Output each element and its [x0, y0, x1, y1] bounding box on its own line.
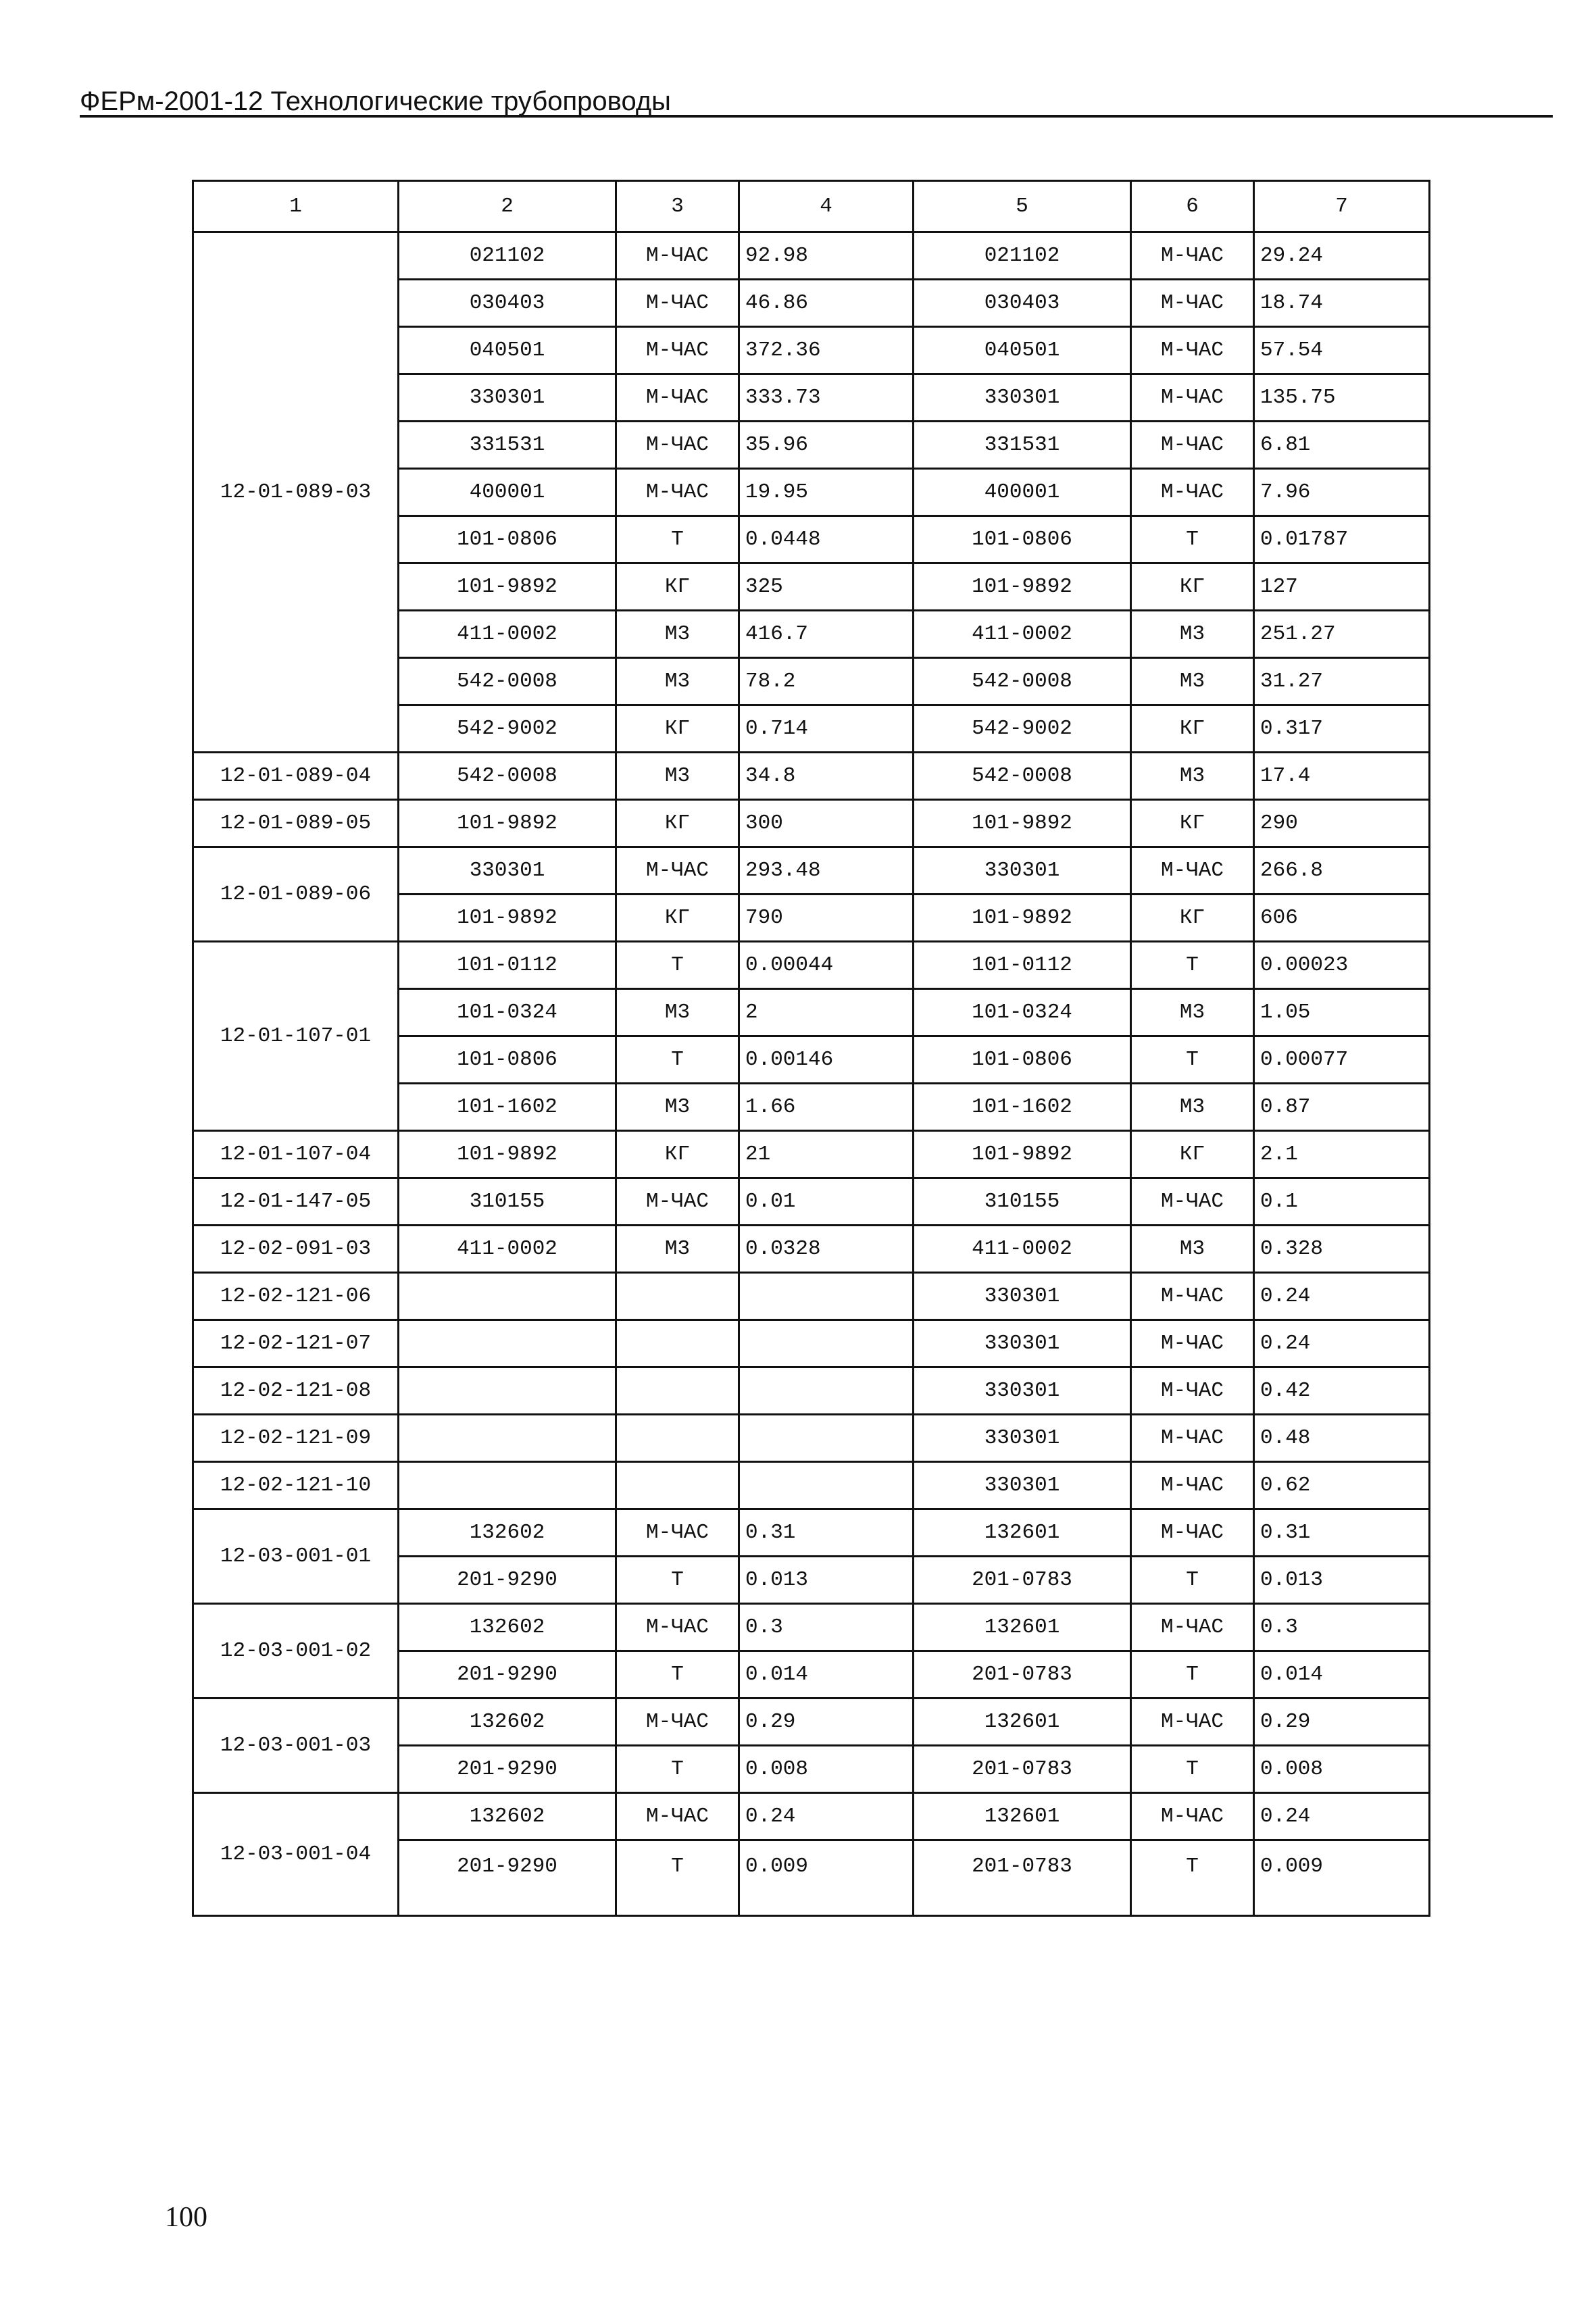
resource-code-cell: 201-9290 — [399, 1840, 616, 1916]
rate-code-cell: 12-02-121-09 — [193, 1415, 399, 1462]
resource-code-cell: 542-0008 — [914, 753, 1131, 800]
unit-cell: М-ЧАС — [616, 422, 739, 469]
unit-cell: М-ЧАС — [1131, 232, 1254, 280]
quantity-cell: 46.86 — [739, 280, 914, 327]
unit-cell: М3 — [616, 753, 739, 800]
column-header: 7 — [1254, 181, 1430, 232]
resource-code-cell: 310155 — [914, 1178, 1131, 1226]
resource-code-cell: 310155 — [399, 1178, 616, 1226]
quantity-cell — [739, 1367, 914, 1415]
quantity-cell: 0.013 — [739, 1557, 914, 1604]
unit-cell: М-ЧАС — [616, 1699, 739, 1746]
quantity-cell: 0.013 — [1254, 1557, 1430, 1604]
table-row — [193, 1226, 1430, 1273]
unit-cell: М-ЧАС — [616, 232, 739, 280]
column-header: 1 — [193, 181, 399, 232]
resource-code-cell: 330301 — [399, 374, 616, 422]
quantity-cell — [739, 1415, 914, 1462]
table-row — [193, 942, 1430, 989]
resource-code-cell: 400001 — [914, 469, 1131, 516]
unit-cell: М3 — [616, 1226, 739, 1273]
resource-code-cell: 201-9290 — [399, 1746, 616, 1793]
page-number: 100 — [165, 2202, 207, 2233]
column-header: 6 — [1131, 181, 1254, 232]
unit-cell: КГ — [1131, 705, 1254, 753]
unit-cell: М-ЧАС — [1131, 469, 1254, 516]
quantity-cell: 0.01787 — [1254, 516, 1430, 563]
quantity-cell: 31.27 — [1254, 658, 1430, 705]
resource-code-cell: 542-9002 — [399, 705, 616, 753]
unit-cell: Т — [616, 942, 739, 989]
unit-cell: М-ЧАС — [1131, 422, 1254, 469]
quantity-cell: 127 — [1254, 563, 1430, 611]
unit-cell: Т — [616, 1746, 739, 1793]
quantity-cell: 34.8 — [739, 753, 914, 800]
quantity-cell: 0.714 — [739, 705, 914, 753]
resource-code-cell: 132602 — [399, 1793, 616, 1840]
resource-code-cell: 330301 — [399, 847, 616, 895]
unit-cell: М-ЧАС — [1131, 280, 1254, 327]
unit-cell: М-ЧАС — [1131, 1509, 1254, 1557]
unit-cell: Т — [1131, 942, 1254, 989]
resource-code-cell: 132601 — [914, 1509, 1131, 1557]
resource-code-cell: 330301 — [914, 1320, 1131, 1367]
resource-code-cell: 330301 — [914, 1273, 1131, 1320]
resource-code-cell: 101-9892 — [399, 563, 616, 611]
rate-code-cell: 12-01-147-05 — [193, 1178, 399, 1226]
unit-cell: Т — [1131, 1651, 1254, 1699]
unit-cell: Т — [616, 516, 739, 563]
unit-cell: М-ЧАС — [616, 469, 739, 516]
quantity-cell — [739, 1462, 914, 1509]
resource-code-cell — [399, 1367, 616, 1415]
quantity-cell: 78.2 — [739, 658, 914, 705]
quantity-cell: 0.87 — [1254, 1084, 1430, 1131]
unit-cell: КГ — [616, 800, 739, 847]
table-row — [193, 800, 1430, 847]
table-row — [193, 1178, 1430, 1226]
unit-cell: Т — [616, 1651, 739, 1699]
unit-cell: М-ЧАС — [1131, 1320, 1254, 1367]
resource-code-cell: 330301 — [914, 374, 1131, 422]
quantity-cell: 0.00023 — [1254, 942, 1430, 989]
quantity-cell: 18.74 — [1254, 280, 1430, 327]
resource-code-cell — [399, 1462, 616, 1509]
unit-cell: Т — [616, 1557, 739, 1604]
quantity-cell: 6.81 — [1254, 422, 1430, 469]
unit-cell: КГ — [616, 1131, 739, 1178]
column-header: 5 — [914, 181, 1131, 232]
resource-code-cell: 132602 — [399, 1509, 616, 1557]
quantity-cell: 7.96 — [1254, 469, 1430, 516]
unit-cell — [616, 1320, 739, 1367]
quantity-cell: 0.009 — [1254, 1840, 1430, 1916]
table-row — [193, 1131, 1430, 1178]
resource-code-cell: 021102 — [399, 232, 616, 280]
resource-code-cell — [399, 1320, 616, 1367]
resource-table — [192, 180, 1430, 1917]
quantity-cell: 0.01 — [739, 1178, 914, 1226]
quantity-cell: 0.328 — [1254, 1226, 1430, 1273]
unit-cell: КГ — [616, 563, 739, 611]
rate-code-cell: 12-03-001-04 — [193, 1793, 399, 1916]
rate-code-cell: 12-01-107-01 — [193, 942, 399, 1131]
quantity-cell: 0.0448 — [739, 516, 914, 563]
table-body — [193, 232, 1430, 1916]
resource-code-cell: 411-0002 — [914, 611, 1131, 658]
resource-code-cell: 542-0008 — [399, 658, 616, 705]
unit-cell: М-ЧАС — [1131, 1273, 1254, 1320]
unit-cell — [616, 1462, 739, 1509]
quantity-cell: 0.00077 — [1254, 1036, 1430, 1084]
resource-code-cell: 201-9290 — [399, 1651, 616, 1699]
resource-code-cell: 101-9892 — [914, 563, 1131, 611]
column-header: 4 — [739, 181, 914, 232]
resource-code-cell: 132602 — [399, 1699, 616, 1746]
resource-code-cell: 040501 — [399, 327, 616, 374]
resource-code-cell: 040501 — [914, 327, 1131, 374]
quantity-cell: 0.317 — [1254, 705, 1430, 753]
unit-cell: М-ЧАС — [616, 847, 739, 895]
unit-cell: КГ — [616, 705, 739, 753]
resource-code-cell: 101-9892 — [914, 895, 1131, 942]
column-header: 2 — [399, 181, 616, 232]
rate-code-cell: 12-02-091-03 — [193, 1226, 399, 1273]
resource-code-cell: 101-0112 — [399, 942, 616, 989]
quantity-cell: 1.66 — [739, 1084, 914, 1131]
unit-cell: М3 — [1131, 658, 1254, 705]
quantity-cell: 0.00146 — [739, 1036, 914, 1084]
table-row — [193, 1699, 1430, 1746]
unit-cell: М3 — [1131, 1084, 1254, 1131]
quantity-cell: 0.62 — [1254, 1462, 1430, 1509]
resource-code-cell: 101-0806 — [914, 516, 1131, 563]
unit-cell — [616, 1415, 739, 1462]
resource-code-cell: 542-0008 — [399, 753, 616, 800]
page-header-title: ФЕРм-2001-12 Технологические трубопроводы — [80, 86, 671, 116]
quantity-cell: 0.0328 — [739, 1226, 914, 1273]
resource-code-cell: 101-0806 — [914, 1036, 1131, 1084]
quantity-cell: 0.24 — [739, 1793, 914, 1840]
rate-code-cell: 12-03-001-01 — [193, 1509, 399, 1604]
resource-code-cell: 030403 — [399, 280, 616, 327]
unit-cell: М-ЧАС — [1131, 374, 1254, 422]
quantity-cell: 251.27 — [1254, 611, 1430, 658]
quantity-cell: 266.8 — [1254, 847, 1430, 895]
unit-cell: М3 — [616, 1084, 739, 1131]
quantity-cell: 0.29 — [1254, 1699, 1430, 1746]
quantity-cell: 606 — [1254, 895, 1430, 942]
resource-code-cell: 101-1602 — [399, 1084, 616, 1131]
quantity-cell: 372.36 — [739, 327, 914, 374]
unit-cell: М-ЧАС — [616, 374, 739, 422]
unit-cell — [616, 1367, 739, 1415]
quantity-cell: 0.3 — [1254, 1604, 1430, 1651]
quantity-cell: 17.4 — [1254, 753, 1430, 800]
quantity-cell: 19.95 — [739, 469, 914, 516]
unit-cell: М3 — [1131, 611, 1254, 658]
unit-cell: М3 — [616, 611, 739, 658]
rate-code-cell: 12-01-107-04 — [193, 1131, 399, 1178]
unit-cell: М-ЧАС — [1131, 1462, 1254, 1509]
quantity-cell: 135.75 — [1254, 374, 1430, 422]
unit-cell: Т — [1131, 1746, 1254, 1793]
resource-code-cell: 330301 — [914, 1462, 1131, 1509]
unit-cell: Т — [1131, 1557, 1254, 1604]
table-row — [193, 1509, 1430, 1557]
quantity-cell: 0.24 — [1254, 1273, 1430, 1320]
unit-cell: КГ — [616, 895, 739, 942]
table-row — [193, 1462, 1430, 1509]
resource-code-cell: 331531 — [399, 422, 616, 469]
unit-cell: КГ — [1131, 1131, 1254, 1178]
resource-code-cell: 132601 — [914, 1604, 1131, 1651]
resource-table-container — [192, 180, 1430, 1917]
quantity-cell: 416.7 — [739, 611, 914, 658]
quantity-cell: 790 — [739, 895, 914, 942]
unit-cell: М-ЧАС — [1131, 1699, 1254, 1746]
rate-code-cell: 12-02-121-07 — [193, 1320, 399, 1367]
table-row — [193, 1415, 1430, 1462]
resource-code-cell: 101-1602 — [914, 1084, 1131, 1131]
resource-code-cell: 101-9892 — [399, 895, 616, 942]
resource-code-cell: 132601 — [914, 1793, 1131, 1840]
quantity-cell: 0.00044 — [739, 942, 914, 989]
rate-code-cell: 12-03-001-02 — [193, 1604, 399, 1699]
unit-cell: М-ЧАС — [616, 1178, 739, 1226]
rate-code-cell: 12-01-089-03 — [193, 232, 399, 753]
table-row — [193, 1320, 1430, 1367]
header-rule — [80, 115, 1553, 118]
unit-cell: Т — [1131, 1840, 1254, 1916]
unit-cell: М-ЧАС — [1131, 327, 1254, 374]
resource-code-cell: 411-0002 — [914, 1226, 1131, 1273]
rate-code-cell: 12-02-121-10 — [193, 1462, 399, 1509]
resource-code-cell: 021102 — [914, 232, 1131, 280]
resource-code-cell: 132601 — [914, 1699, 1131, 1746]
resource-code-cell: 132602 — [399, 1604, 616, 1651]
quantity-cell: 0.3 — [739, 1604, 914, 1651]
quantity-cell: 92.98 — [739, 232, 914, 280]
quantity-cell: 0.31 — [1254, 1509, 1430, 1557]
unit-cell: М-ЧАС — [1131, 1367, 1254, 1415]
table-header — [193, 181, 1430, 232]
unit-cell: Т — [616, 1036, 739, 1084]
resource-code-cell: 330301 — [914, 1415, 1131, 1462]
unit-cell: М-ЧАС — [1131, 1793, 1254, 1840]
resource-code-cell: 201-0783 — [914, 1840, 1131, 1916]
quantity-cell: 0.24 — [1254, 1793, 1430, 1840]
unit-cell: М3 — [1131, 1226, 1254, 1273]
quantity-cell: 0.014 — [739, 1651, 914, 1699]
quantity-cell: 0.009 — [739, 1840, 914, 1916]
resource-code-cell: 542-0008 — [914, 658, 1131, 705]
quantity-cell: 325 — [739, 563, 914, 611]
resource-code-cell: 101-0324 — [914, 989, 1131, 1036]
resource-code-cell: 101-0806 — [399, 1036, 616, 1084]
resource-code-cell: 400001 — [399, 469, 616, 516]
quantity-cell: 293.48 — [739, 847, 914, 895]
resource-code-cell: 101-0112 — [914, 942, 1131, 989]
quantity-cell: 0.42 — [1254, 1367, 1430, 1415]
unit-cell: М3 — [616, 658, 739, 705]
unit-cell: М-ЧАС — [1131, 1178, 1254, 1226]
column-header: 3 — [616, 181, 739, 232]
quantity-cell: 57.54 — [1254, 327, 1430, 374]
resource-code-cell: 542-9002 — [914, 705, 1131, 753]
quantity-cell: 1.05 — [1254, 989, 1430, 1036]
quantity-cell: 0.1 — [1254, 1178, 1430, 1226]
table-row — [193, 232, 1430, 280]
quantity-cell — [739, 1320, 914, 1367]
unit-cell — [616, 1273, 739, 1320]
quantity-cell: 333.73 — [739, 374, 914, 422]
resource-code-cell: 330301 — [914, 847, 1131, 895]
unit-cell: КГ — [1131, 800, 1254, 847]
quantity-cell: 290 — [1254, 800, 1430, 847]
resource-code-cell: 101-9892 — [914, 800, 1131, 847]
table-row — [193, 1793, 1430, 1840]
resource-code-cell: 101-9892 — [914, 1131, 1131, 1178]
unit-cell: М-ЧАС — [1131, 1415, 1254, 1462]
quantity-cell: 0.29 — [739, 1699, 914, 1746]
quantity-cell — [739, 1273, 914, 1320]
quantity-cell: 35.96 — [739, 422, 914, 469]
quantity-cell: 0.008 — [1254, 1746, 1430, 1793]
quantity-cell: 2.1 — [1254, 1131, 1430, 1178]
unit-cell: М3 — [1131, 989, 1254, 1036]
table-row — [193, 1273, 1430, 1320]
unit-cell: КГ — [1131, 563, 1254, 611]
unit-cell: Т — [616, 1840, 739, 1916]
rate-code-cell: 12-01-089-05 — [193, 800, 399, 847]
rate-code-cell: 12-02-121-08 — [193, 1367, 399, 1415]
resource-code-cell: 101-9892 — [399, 800, 616, 847]
resource-code-cell: 101-9892 — [399, 1131, 616, 1178]
quantity-cell: 0.014 — [1254, 1651, 1430, 1699]
resource-code-cell: 030403 — [914, 280, 1131, 327]
unit-cell: М-ЧАС — [1131, 847, 1254, 895]
resource-code-cell: 101-0324 — [399, 989, 616, 1036]
unit-cell: М-ЧАС — [616, 327, 739, 374]
table-row — [193, 1367, 1430, 1415]
table-row — [193, 847, 1430, 895]
resource-code-cell: 201-9290 — [399, 1557, 616, 1604]
unit-cell: М-ЧАС — [616, 280, 739, 327]
resource-code-cell: 330301 — [914, 1367, 1131, 1415]
unit-cell: КГ — [1131, 895, 1254, 942]
unit-cell: М3 — [1131, 753, 1254, 800]
unit-cell: М3 — [616, 989, 739, 1036]
unit-cell: М-ЧАС — [1131, 1604, 1254, 1651]
table-row — [193, 1604, 1430, 1651]
quantity-cell: 21 — [739, 1131, 914, 1178]
rate-code-cell: 12-01-089-06 — [193, 847, 399, 942]
resource-code-cell: 331531 — [914, 422, 1131, 469]
resource-code-cell: 201-0783 — [914, 1557, 1131, 1604]
unit-cell: М-ЧАС — [616, 1509, 739, 1557]
rate-code-cell: 12-01-089-04 — [193, 753, 399, 800]
unit-cell: Т — [1131, 1036, 1254, 1084]
resource-code-cell: 201-0783 — [914, 1651, 1131, 1699]
quantity-cell: 29.24 — [1254, 232, 1430, 280]
quantity-cell: 0.24 — [1254, 1320, 1430, 1367]
resource-code-cell: 411-0002 — [399, 611, 616, 658]
resource-code-cell — [399, 1415, 616, 1462]
unit-cell: Т — [1131, 516, 1254, 563]
resource-code-cell: 411-0002 — [399, 1226, 616, 1273]
resource-code-cell: 101-0806 — [399, 516, 616, 563]
unit-cell: М-ЧАС — [616, 1793, 739, 1840]
quantity-cell: 0.008 — [739, 1746, 914, 1793]
resource-code-cell — [399, 1273, 616, 1320]
header-row — [193, 181, 1430, 232]
quantity-cell: 300 — [739, 800, 914, 847]
resource-code-cell: 201-0783 — [914, 1746, 1131, 1793]
rate-code-cell: 12-03-001-03 — [193, 1699, 399, 1793]
quantity-cell: 0.48 — [1254, 1415, 1430, 1462]
quantity-cell: 2 — [739, 989, 914, 1036]
table-row — [193, 753, 1430, 800]
unit-cell: М-ЧАС — [616, 1604, 739, 1651]
rate-code-cell: 12-02-121-06 — [193, 1273, 399, 1320]
quantity-cell: 0.31 — [739, 1509, 914, 1557]
